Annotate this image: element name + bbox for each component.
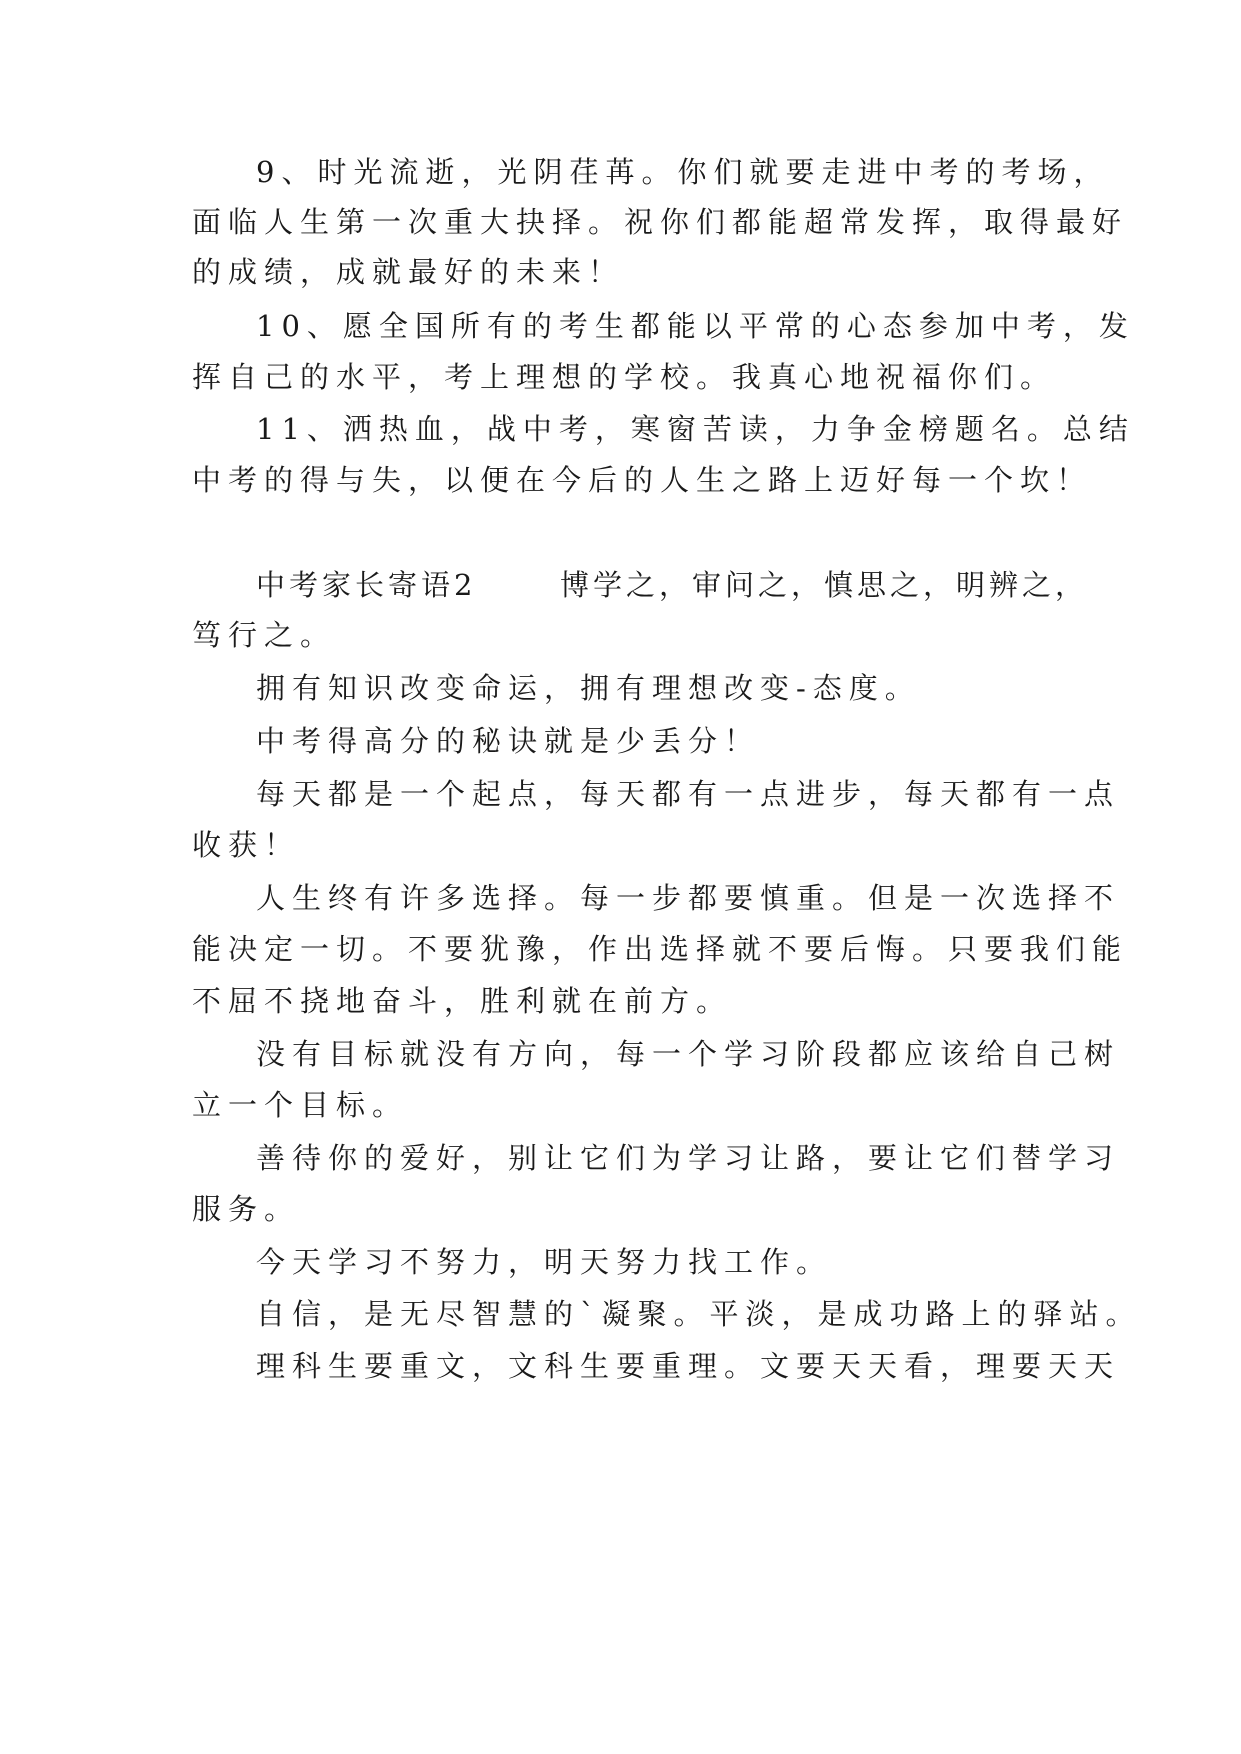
paragraph-1: 拥有知识改变命运，拥有理想改变-态度。: [256, 671, 921, 705]
section-heading-cont: 笃行之。: [192, 618, 337, 652]
paragraph-4-line-3: 不屈不挠地奋斗，胜利就在前方。: [192, 984, 733, 1018]
paragraph-4-line-2: 能决定一切。不要犹豫，作出选择就不要后悔。只要我们能: [192, 932, 1129, 966]
paragraph-3-line-2: 收获！: [192, 828, 301, 862]
item-11-line-1: 11、洒热血，战中考，寒窗苦读，力争金榜题名。总结: [256, 412, 1135, 446]
item-9-line-3: 的成绩，成就最好的未来！: [192, 255, 625, 289]
paragraph-6-line-2: 服务。: [192, 1192, 301, 1226]
item-10-line-2: 挥自己的水平，考上理想的学校。我真心地祝福你们。: [192, 360, 1057, 394]
item-10-line-1: 10、愿全国所有的考生都能以平常的心态参加中考，发: [256, 309, 1135, 343]
paragraph-2: 中考得高分的秘诀就是少丢分！: [256, 724, 761, 758]
paragraph-9: 理科生要重文，文科生要重理。文要天天看，理要天天: [256, 1349, 1121, 1383]
item-11-line-2: 中考的得与失，以便在今后的人生之路上迈好每一个坎！: [192, 463, 1093, 497]
paragraph-3-line-1: 每天都是一个起点，每天都有一点进步，每天都有一点: [256, 777, 1121, 811]
paragraph-5-line-1: 没有目标就没有方向，每一个学习阶段都应该给自己树: [256, 1037, 1121, 1071]
paragraph-4-line-1: 人生终有许多选择。每一步都要慎重。但是一次选择不: [256, 881, 1121, 915]
paragraph-8: 自信，是无尽智慧的`凝聚。平淡，是成功路上的驿站。: [256, 1297, 1142, 1331]
section-heading: 中考家长寄语2: [256, 568, 477, 602]
paragraph-5-line-2: 立一个目标。: [192, 1088, 409, 1122]
paragraph-7: 今天学习不努力，明天努力找工作。: [256, 1245, 833, 1279]
item-9-line-1: 9、时光流逝，光阴荏苒。你们就要走进中考的考场，: [256, 155, 1110, 189]
paragraph-6-line-1: 善待你的爱好，别让它们为学习让路，要让它们替学习: [256, 1141, 1121, 1175]
item-9-line-2: 面临人生第一次重大抉择。祝你们都能超常发挥，取得最好: [192, 205, 1129, 239]
section-heading-text: 博学之，审问之，慎思之，明辨之，: [560, 568, 1089, 602]
